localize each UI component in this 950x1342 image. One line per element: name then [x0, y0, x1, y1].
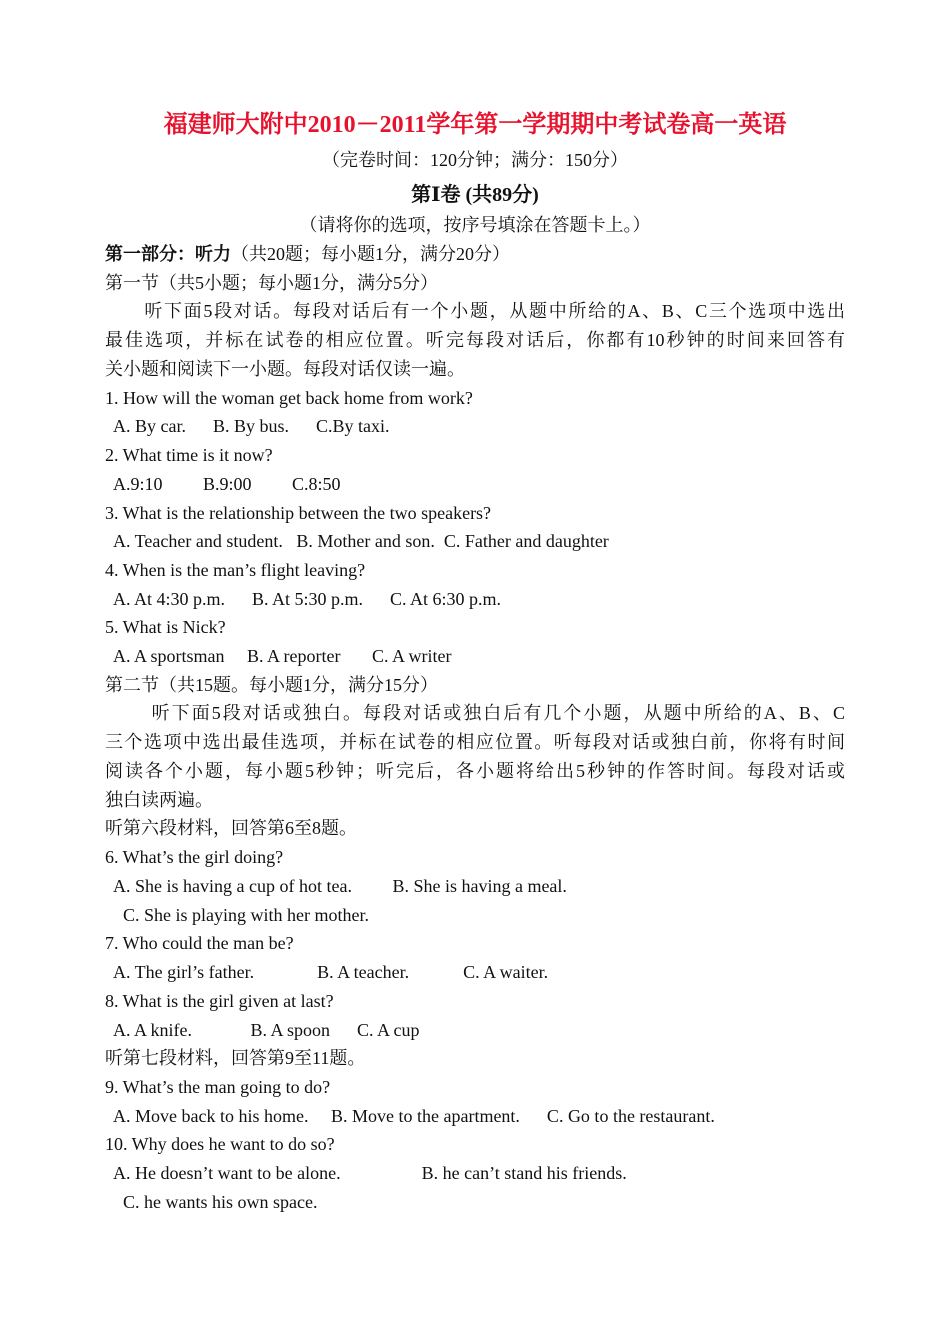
options-10: A. He doesn’t want to be alone. B. he can’t stand his friends. — [105, 1163, 627, 1183]
volume-title: 第Ⅰ卷 (共89分) — [411, 184, 539, 206]
options-8: A. A knife. B. A spoon C. A cup — [105, 1020, 420, 1040]
question-5: 5. What is Nick? — [105, 617, 226, 637]
exam-title: 福建师大附中2010－2011学年第一学期期中考试卷高一英语 — [163, 112, 787, 138]
options-9: A. Move back to his home. B. Move to the apartment. C. Go to the restaurant. — [105, 1106, 715, 1126]
question-9: 9. What’s the man going to do? — [105, 1077, 331, 1097]
options-6: A. She is having a cup of hot tea. B. She is having a meal. — [105, 876, 567, 896]
question-3: 3. What is the relationship between the two speakers? — [105, 503, 492, 523]
question-7: 7. Who could the man be? — [105, 933, 294, 953]
question-4: 4. When is the man’s flight leaving? — [105, 560, 366, 580]
options-1: A. By car. B. By bus. C.By taxi. — [105, 416, 390, 436]
options-5: A. A sportsman B. A reporter C. A writer — [105, 646, 452, 666]
section1-instructions-line: 听下面5段对话。每段对话后有一个小题，从题中所给的A、B、C三个选项中选出 — [105, 301, 845, 321]
options-4: A. At 4:30 p.m. B. At 5:30 p.m. C. At 6:30 p.m. — [105, 589, 502, 609]
group-7-note: 听第七段材料，回答第9至11题。 — [105, 1048, 366, 1068]
question-1: 1. How will the woman get back home from work? — [105, 388, 473, 408]
options-6-c: C. She is playing with her mother. — [105, 905, 369, 925]
section1-instructions-line: 关小题和阅读下一小题。每段对话仅读一遍。 — [105, 359, 465, 379]
volume-note: （请将你的选项，按序号填涂在答题卡上。） — [299, 215, 651, 235]
options-10-c: C. he wants his own space. — [105, 1192, 318, 1212]
exam-info: （完卷时间：120分钟；满分：150分） — [322, 150, 628, 170]
section1-heading: 第一节（共5小题；每小题1分，满分5分） — [105, 273, 438, 293]
group-6-note: 听第六段材料，回答第6至8题。 — [105, 818, 357, 838]
part1-heading-note: （共20题；每小题1分，满分20分） — [231, 244, 510, 264]
options-3: A. Teacher and student. B. Mother and son. C. Father and daughter — [105, 531, 609, 551]
question-8: 8. What is the girl given at last? — [105, 991, 334, 1011]
question-2: 2. What time is it now? — [105, 445, 273, 465]
section1-instructions-line: 最佳选项，并标在试卷的相应位置。听完每段对话后，你都有10秒钟的时间来回答有 — [105, 330, 845, 350]
question-10: 10. Why does he want to do so? — [105, 1134, 335, 1154]
part1-heading: 第一部分：听力 — [105, 244, 231, 264]
section2-instructions-line: 独白读两遍。 — [105, 790, 213, 810]
options-7: A. The girl’s father. B. A teacher. C. A waiter. — [105, 962, 549, 982]
section2-heading: 第二节（共15题。每小题1分，满分15分） — [105, 675, 438, 695]
section2-instructions-line: 听下面5段对话或独白。每段对话或独白后有几个小题，从题中所给的A、B、C — [105, 703, 845, 723]
question-6: 6. What’s the girl doing? — [105, 847, 284, 867]
options-2: A.9:10 B.9:00 C.8:50 — [105, 474, 341, 494]
part1-heading-row — [105, 242, 510, 266]
section2-instructions-line: 三个选项中选出最佳选项，并标在试卷的相应位置。听每段对话或独白前，你将有时间 — [105, 732, 845, 752]
section2-instructions-line: 阅读各个小题，每小题5秒钟；听完后，各小题将给出5秒钟的作答时间。每段对话或 — [105, 761, 845, 781]
